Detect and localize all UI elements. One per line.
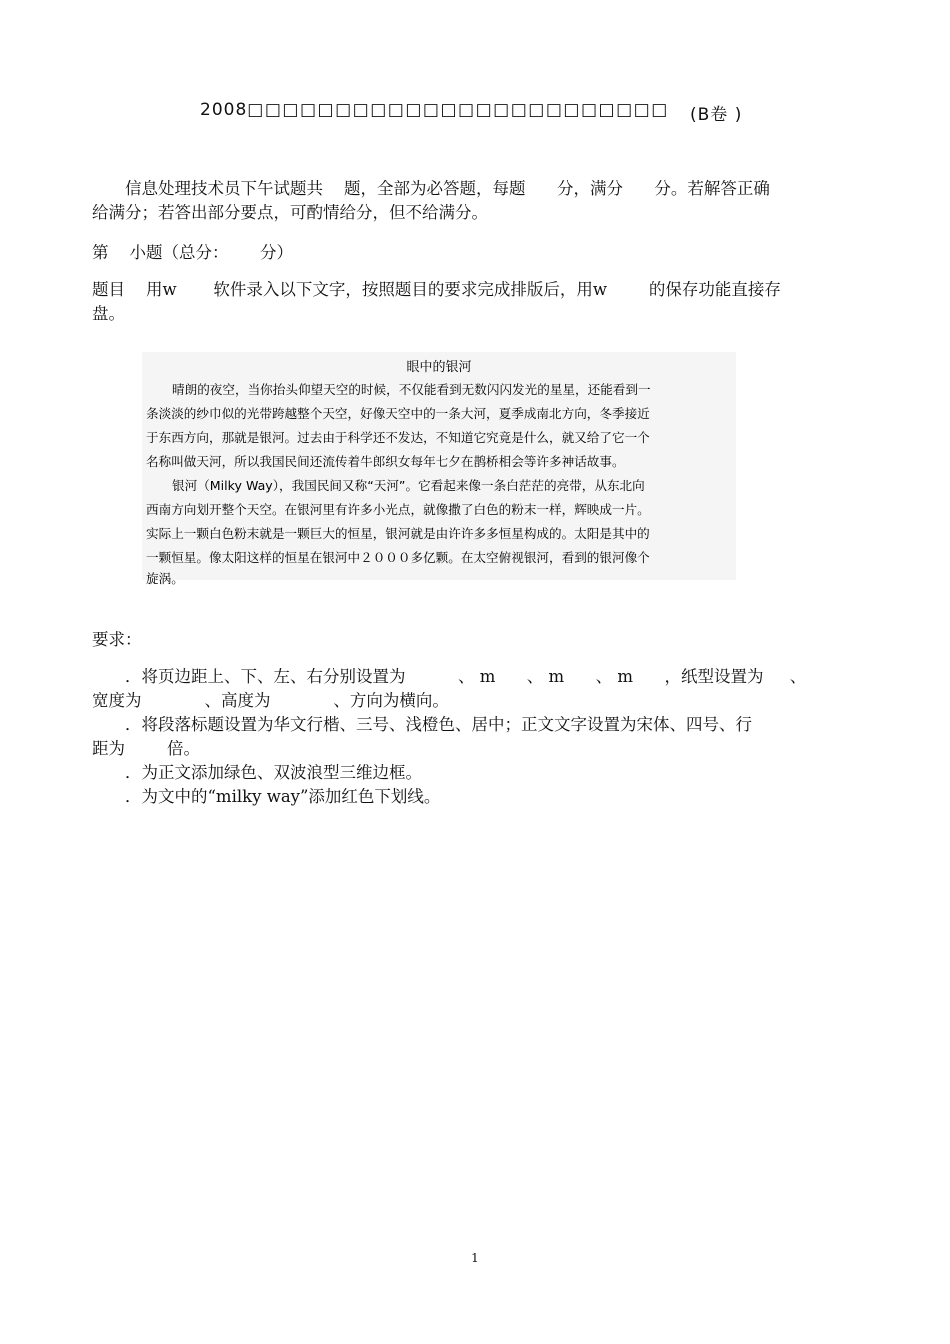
exam-title-obscured: □□□□□□□□□□□□□□□□□□□□□□□□ [247, 100, 669, 120]
requirement-item-3 [92, 761, 860, 785]
sample-line: 西南方向划开整个天空。在银河里有许多小光点，就像撒了白色的粉末一样，辉映成一片。 [146, 502, 650, 517]
intro-paragraph [92, 177, 860, 225]
exam-title [200, 100, 669, 120]
requirements-list [92, 665, 860, 809]
requirement-line: ．将页边距上、下、左、右分别设置为 、 m 、 m 、 m ，纸型设置为 、 [125, 667, 807, 686]
requirement-line: 距为 倍。 [92, 739, 200, 758]
paper-label: (B卷 ) [690, 105, 743, 125]
sample-title: 眼中的银河 [406, 360, 472, 375]
sample-line: 实际上一颗白色粉末就是一颗巨大的恒星，银河就是由许许多多恒星构成的。太阳是其中的 [146, 526, 650, 541]
requirement-line: ．为正文添加绿色、双波浪型三维边框。 [125, 763, 422, 782]
requirement-line: ．将段落标题设置为华文行楷、三号、浅橙色、居中；正文文字设置为宋体、四号、行 [125, 715, 752, 734]
sample-text-image [142, 352, 736, 586]
intro-line-1: 信息处理技术员下午试题共 题，全部为必答题，每题 分，满分 分。若解答正确 [125, 179, 770, 198]
intro-line-2: 给满分；若答出部分要点，可酌情给分，但不给满分。 [92, 203, 488, 222]
exam-title-year: 2008 [200, 100, 248, 120]
sample-line: 一颗恒星。像太阳这样的恒星在银河中２０００多亿颗。在太空俯视银河，看到的银河像个 [146, 550, 650, 565]
sample-line: 晴朗的夜空，当你抬头仰望天空的时候，不仅能看到无数闪闪发光的星星，还能看到一 [172, 382, 651, 397]
requirement-item-1 [92, 665, 860, 713]
sample-line: 条淡淡的纱巾似的光带跨越整个天空，好像天空中的一条大河，夏季成南北方向，冬季接近 [146, 406, 650, 421]
question-prompt [92, 278, 860, 326]
sample-line: 旋涡。 [146, 571, 184, 586]
sample-line: 银河（Milky Way），我国民间又称“天河”。它看起来像一条白茫茫的亮带，从东北向 [172, 478, 645, 493]
sample-line: 于东西方向，那就是银河。过去由于科学还不发达，不知道它究竟是什么，就又给了它一个 [146, 430, 650, 445]
question-heading: 第 小题（总分： 分） [92, 243, 293, 262]
requirement-item-4 [92, 785, 860, 809]
requirements-heading: 要求： [92, 630, 142, 649]
prompt-line-2: 盘。 [92, 304, 125, 323]
sample-line: 名称叫做天河，所以我国民间还流传着牛郎织女每年七夕在鹊桥相会等许多神话故事。 [146, 454, 625, 469]
requirement-line: ．为文中的“milky way”添加红色下划线。 [125, 787, 441, 806]
page-number: 1 [471, 1251, 479, 1265]
requirement-line: 宽度为 、高度为 、方向为横向。 [92, 691, 449, 710]
requirement-item-2 [92, 713, 860, 761]
prompt-line-1: 题目 用w 软件录入以下文字，按照题目的要求完成排版后，用w 的保存功能直接存 [92, 280, 781, 299]
